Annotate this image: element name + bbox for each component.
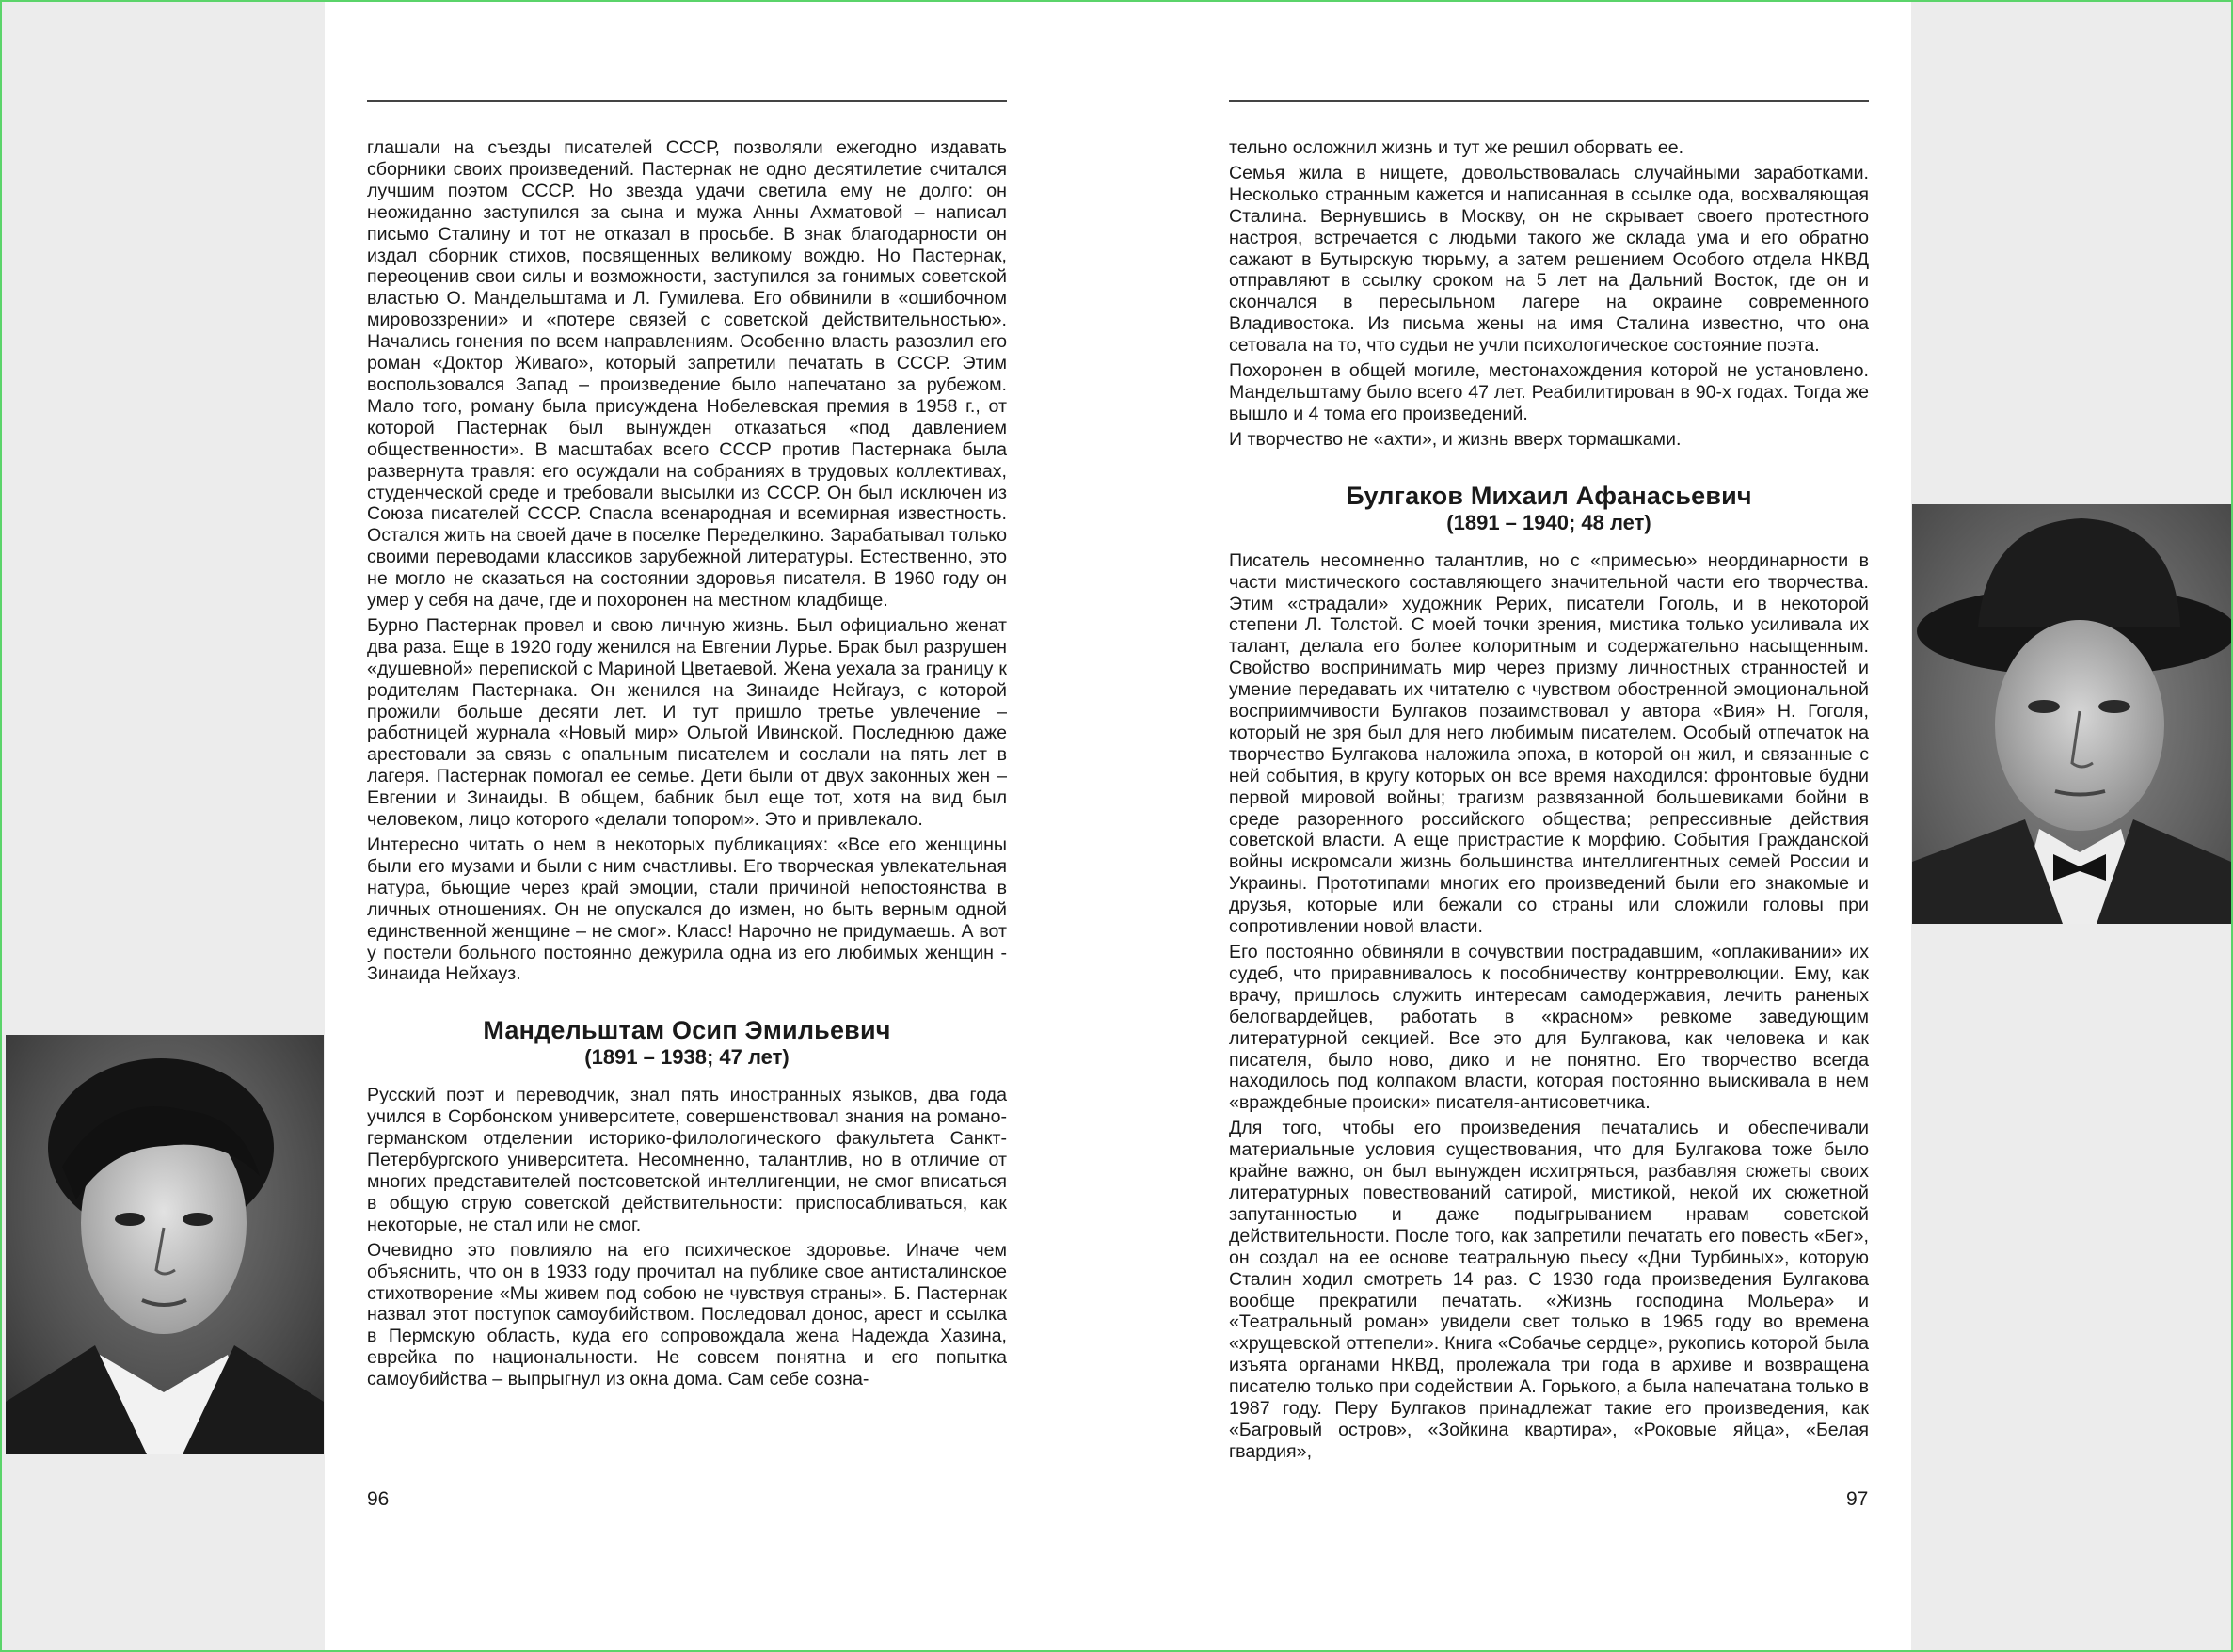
paragraph: Интересно читать о нем в некоторых публикациях: «Все его женщины были его музами и были с ним счастливы. Его творческая увлекательная натура, бьющие через край эмоции, стали причиной непостоянства в личных отношениях. Он не опускался до измен, но быть верным одной единственной женщине – не смог». Класс! Нарочно не придумаешь. А вот у постели больного постоянно дежурила одна из его любимых женщин - Зинаида Нейхауз. — [367, 834, 1007, 985]
section-dates: (1891 – 1940; 48 лет) — [1446, 510, 1651, 534]
portrait-illustration — [1912, 504, 2231, 924]
paragraph: Русский поэт и переводчик, знал пять иностранных языков, два года учился в Сорбонском университете, совершенствовал знания на романо-германском отделении историко-филологического факультета Санкт-Петербургского университета. Несомненно, талантлив, но в отличие от многих представителей постсоветской интеллигенции, не смог вписаться в общую струю советской действительности: приспосабливаться, как некоторые, не стал или не смог. — [367, 1085, 1007, 1235]
paragraph: Очевидно это повлияло на его психическое здоровье. Иначе чем объяснить, что он в 1933 году прочитал на публике свое антисталинское стихотворение «Мы живем под собою не чувствуя страны». Б. Пастернак назвал этот поступок самоубийством. Последовал донос, арест и ссылка в Пермскую область, куда его сопровождала жена Надежда Хазина, еврейка по национальности. Не совсем понятна и его попытка самоубийства – выпрыгнул из окна дома. Сам себе созна- — [367, 1239, 1007, 1390]
right-header-rule — [1229, 100, 1869, 102]
section-heading-bulgakov — [1229, 481, 1869, 535]
paragraph: глашали на съезды писателей СССР, позволяли ежегодно издавать сборники своих произведений. Пастернак не одно десятилетие считался лучшим поэтом СССР. Но звезда удачи светила ему не долго: он неожиданно заступился за сына и мужа Анны Ахматовой – написал письмо Сталину и тот не отказал в просьбе. В знак благодарности он издал сборник стихов, посвященных великому вождю. Но Пастернак, переоценив свои силы и возможности, заступился за гонимых советской властью О. Мандельштама и Л. Гумилева. Его обвинили в «ошибочном мировоззрении» и «потере связей с советской действительностью». Начались гонения по всем направлениям. Особенно власть разозлил его роман «Доктор Живаго», который запретили печатать в СССР. Этим воспользовался Запад – произведение было напечатано за рубежом. Мало того, роману была присуждена Нобелевская премия в 1958 г., от которой Пастернак был вынужден отказаться «под давлением общественности». В масштабах всего СССР против Пастернака была развернута травля: его осуждали на собраниях в трудовых коллективах, студенческой среде и требовали высылки из СССР. Он был исключен из Союза писателей СССР. Спасла всенародная и всемирная известность. Остался жить на своей даче в поселке Переделкино. Зарабатывал только своими переводами классиков зарубежной литературы. Естественно, это не могло не сказаться на состоянии здоровья писателя. В 1960 году он умер у себя на даче, где и похоронен на местном кладбище. — [367, 137, 1007, 612]
section-name: Булгаков Михаил Афанасьевич — [1346, 481, 1752, 510]
portrait-illustration — [6, 1035, 324, 1454]
left-header-rule — [367, 100, 1007, 102]
paragraph: тельно осложнил жизнь и тут же решил оборвать ее. — [1229, 137, 1684, 158]
paragraph: Похоронен в общей могиле, местонахождения которой не установлено. Мандельштаму было всего 47 лет. Реабилитирован в 90-х годах. Тогда же вышло и 4 тома его произведений. — [1229, 360, 1869, 424]
paragraph: Для того, чтобы его произведения печатались и обеспечивали материальные условия существования, что для Булгакова тоже было крайне важно, он был вынужден исхитряться, разбавляя сюжеты своих литературных повествований сатирой, мистикой, некой их сюжетной запутанностью и даже подыгрыванием нравам советской действительности. После того, как запретили печатать его повесть «Бег», он создал на ее основе театральную пьесу «Дни Турбиных», которую Сталин ходил смотреть 14 раз. С 1930 года произведения Булгакова вообще прекратили печатать. «Жизнь господина Мольера» и «Театральный роман» увидели свет только в 1965 году во времена «хрущевской оттепели». Книга «Собачье сердце», рукопись которой была изъята органами НКВД, пролежала три года в архиве и возвращена писателю только при содействии А. Горького, а была напечатана только в 1987 году. Перу Булгаков принадлежат такие его произведения, как «Багровый остров», «Зойкина квартира», «Роковые яйца», «Белая гвардия», — [1229, 1118, 1869, 1462]
paragraph: Бурно Пастернак провел и свою личную жизнь. Был официально женат два раза. Еще в 1920 году женился на Евгении Лурье. Брак был разрушен «душевной» перепиской с Мариной Цветаевой. Жена уехала за границу к родителям Пастернака. Он женился на Зинаиде Нейгауз, с которой прожили больше десяти лет. И тут пришло третье увлечение – работницей журнала «Новый мир» Ольгой Ивинской. Последнюю даже арестовали за связь с опальным писателем и сослали на пять лет в лагеря. Пастернак помогал ее семье. Дети были от двух законных жен – Евгении и Зинаиды. В общем, бабник был еще тот, хотя на вид был человеком, лицо которого «делали топором». Это и привлекало. — [367, 614, 1007, 831]
page-number-left: 96 — [367, 1488, 390, 1510]
portrait-photo-bulgakov — [1912, 504, 2231, 924]
section-dates: (1891 – 1938; 47 лет) — [584, 1045, 790, 1070]
section-name: Мандельштам Осип Эмильевич — [483, 1016, 891, 1045]
paragraph: Семья жила в нищете, довольствовалась случайными заработками. Несколько странным кажется и написанная в ссылке ода, восхваляющая Сталина. Вернувшись в Москву, он не скрывает своего протестного настроя, встречается с людьми такого же склада ума и его обратно сажают в Бутырскую тюрьму, а затем решением Особого отдела НКВД отправляют в ссылку сроком на 5 лет на Дальний Восток, где он и скончался в пересыльном лагере на окраине современного Владивостока. Из письма жены на имя Сталина известно, что она сетовала на то, что судьи не учли психологическое состояние поэта. — [1229, 162, 1869, 357]
paragraph: И творчество не «ахти», и жизнь вверх тормашками. — [1229, 428, 1682, 450]
section-heading-mandelstam — [367, 1015, 1007, 1070]
left-text-column — [367, 137, 1007, 1394]
page-number-right: 97 — [1846, 1488, 1869, 1510]
paragraph: Его постоянно обвиняли в сочувствии пострадавшим, «оплакивании» их судеб, что приравнивалось к пособничеству контрреволюции. Ему, как врачу, пришлось служить интересам самодержавия, лечить раненых белогвардейцев, работать в «красном» ревкоме заведующим литературной секцией. Все это для Булгакова, как человека и как писателя, было ново, дико и не понятно. Его творчество всегда находилось под колпаком власти, которая постоянно выискивала в нем «враждебные происки» писателя-антисоветчика. — [1229, 942, 1869, 1114]
paragraph: Писатель несомненно талантлив, но с «примесью» неординарности в части мистического составляющего значительной части его творчества. Этим «страдали» художник Рерих, писатели Гоголь, и в некоторой степени Л. Толстой. С моей точки зрения, мистика только усиливала их талант, делала его более колоритным и содержательно насыщенным. Свойство воспринимать мир через призму личностных странностей и умение передавать их читателю с чувством обостренной эмоциональной восприимчивости Булгаков позаимствовал у автора «Вия» Н. Гоголя, который не зря был для него любимым писателем. Особый отпечаток на творчество Булгакова наложила эпоха, в которой он жил, и связанные с ней события, в кругу которых он все время находился: фронтовые будни первой мировой войны; трагизм развязанной большевиками бойни в среде разоренного российского общества; репрессивные действия советской власти. А еще пристрастие к морфию. События Гражданской войны искромсали жизнь большинства интеллигентных семей России и Украины. Прототипами многих его произведений были его знакомые и друзья, которые или бежали со страны или сложили головы при сопротивлении новой власти. — [1229, 549, 1869, 938]
right-text-column — [1229, 137, 1869, 1467]
portrait-photo-mandelstam — [6, 1035, 324, 1454]
